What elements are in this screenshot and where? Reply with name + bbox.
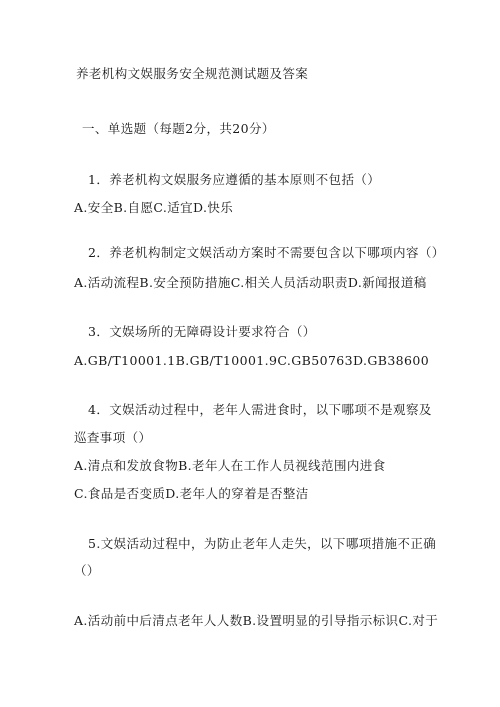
- question-2-stem: 2．养老机构制定文娱活动方案时不需要包含以下哪项内容（）: [88, 245, 445, 260]
- question-5-stem-line-1: 5.文娱活动过程中，为防止老年人走失，以下哪项措施不正确: [88, 536, 437, 551]
- question-3-options: A.GB/T10001.1B.GB/T10001.9C.GB50763D.GB38600: [74, 353, 430, 368]
- section-heading: 一、单选题（每题2分，共20分）: [82, 121, 275, 136]
- question-3-stem: 3．文娱场所的无障碍设计要求符合（）: [88, 324, 316, 339]
- question-2-options: A.活动流程B.安全预防措施C.相关人员活动职责D.新闻报道稿: [74, 275, 427, 290]
- question-1-stem: 1．养老机构文娱服务应遵循的基本原则不包括（）: [88, 172, 381, 187]
- question-5-options-line-1: A.活动前中后清点老年人人数B.设置明显的引导指示标识C.对于: [74, 613, 439, 628]
- question-4-options-line-2: C.食品是否变质D.老年人的穿着是否整洁: [74, 486, 309, 501]
- question-4-stem-line-1: 4．文娱活动过程中，老年人需进食时，以下哪项不是观察及: [88, 402, 432, 417]
- question-1-options: A.安全B.自愿C.适宜D.快乐: [74, 200, 234, 215]
- document-title: 养老机构文娱服务安全规范测试题及答案: [76, 66, 309, 81]
- question-4-options-line-1: A.清点和发放食物B.老年人在工作人员视线范围内进食: [74, 458, 386, 473]
- question-4-stem-line-2: 巡查事项（）: [74, 430, 152, 445]
- question-5-stem-line-2: （）: [74, 563, 100, 578]
